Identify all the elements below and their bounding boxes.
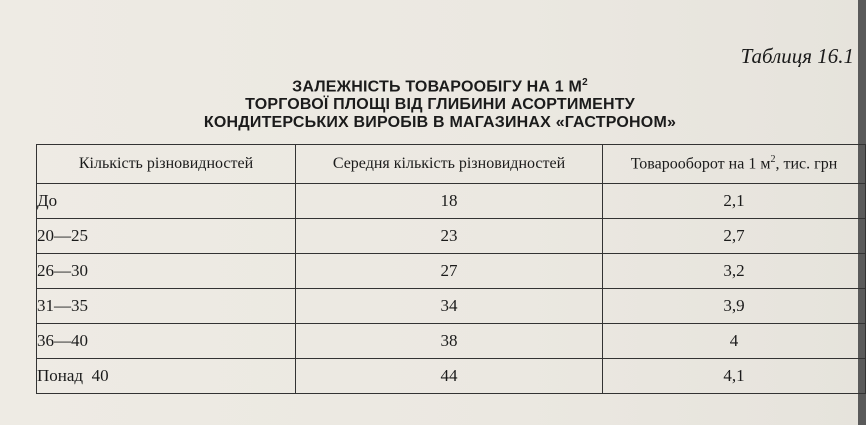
row-variety: 20—25 (37, 219, 296, 254)
row-turnover: 4,1 (603, 359, 866, 394)
table-row (37, 184, 866, 219)
row-variety: 31—35 (37, 289, 296, 324)
row-average: 44 (296, 359, 603, 394)
table-row (37, 359, 866, 394)
title-line-3: КОНДИТЕРСЬКИХ ВИРОБІВ В МАГАЗИНАХ «ГАСТРОНОМ» (203, 114, 677, 132)
row-average: 27 (296, 254, 603, 289)
row-average: 18 (296, 184, 603, 219)
row-turnover: 3,2 (603, 254, 866, 289)
row-average: 23 (296, 219, 603, 254)
row-turnover: 4 (603, 324, 866, 359)
table-caption: Таблиця 16.1 (740, 44, 854, 68)
header-row (37, 145, 866, 184)
title-superscript: 2 (582, 77, 588, 88)
row-average: 34 (296, 289, 603, 324)
header-variety-count: Кількість різновидностей (37, 145, 296, 184)
row-turnover: 2,1 (603, 184, 866, 219)
table-title (170, 74, 710, 132)
data-table (36, 144, 866, 394)
title-line-1: ЗАЛЕЖНІСТЬ ТОВАРООБІГУ НА 1 $М^2$ (292, 77, 588, 96)
header-average-count: Середня кількість різновидностей (296, 145, 603, 184)
table-row (37, 254, 866, 289)
row-variety: 26—30 (37, 254, 296, 289)
row-average: 38 (296, 324, 603, 359)
title-line-2: ТОРГОВОЇ ПЛОЩІ ВІД ГЛИБИНИ АСОРТИМЕНТУ (245, 96, 635, 114)
table-row (37, 289, 866, 324)
row-variety: До (37, 184, 296, 219)
row-turnover: 2,7 (603, 219, 866, 254)
table-row (37, 219, 866, 254)
row-variety: Понад 40 (37, 359, 296, 394)
table-row (37, 324, 866, 359)
row-turnover: 3,9 (603, 289, 866, 324)
row-variety: 36—40 (37, 324, 296, 359)
header-turnover: Товарооборот на 1 $м^2$, тис. грн (603, 145, 866, 184)
